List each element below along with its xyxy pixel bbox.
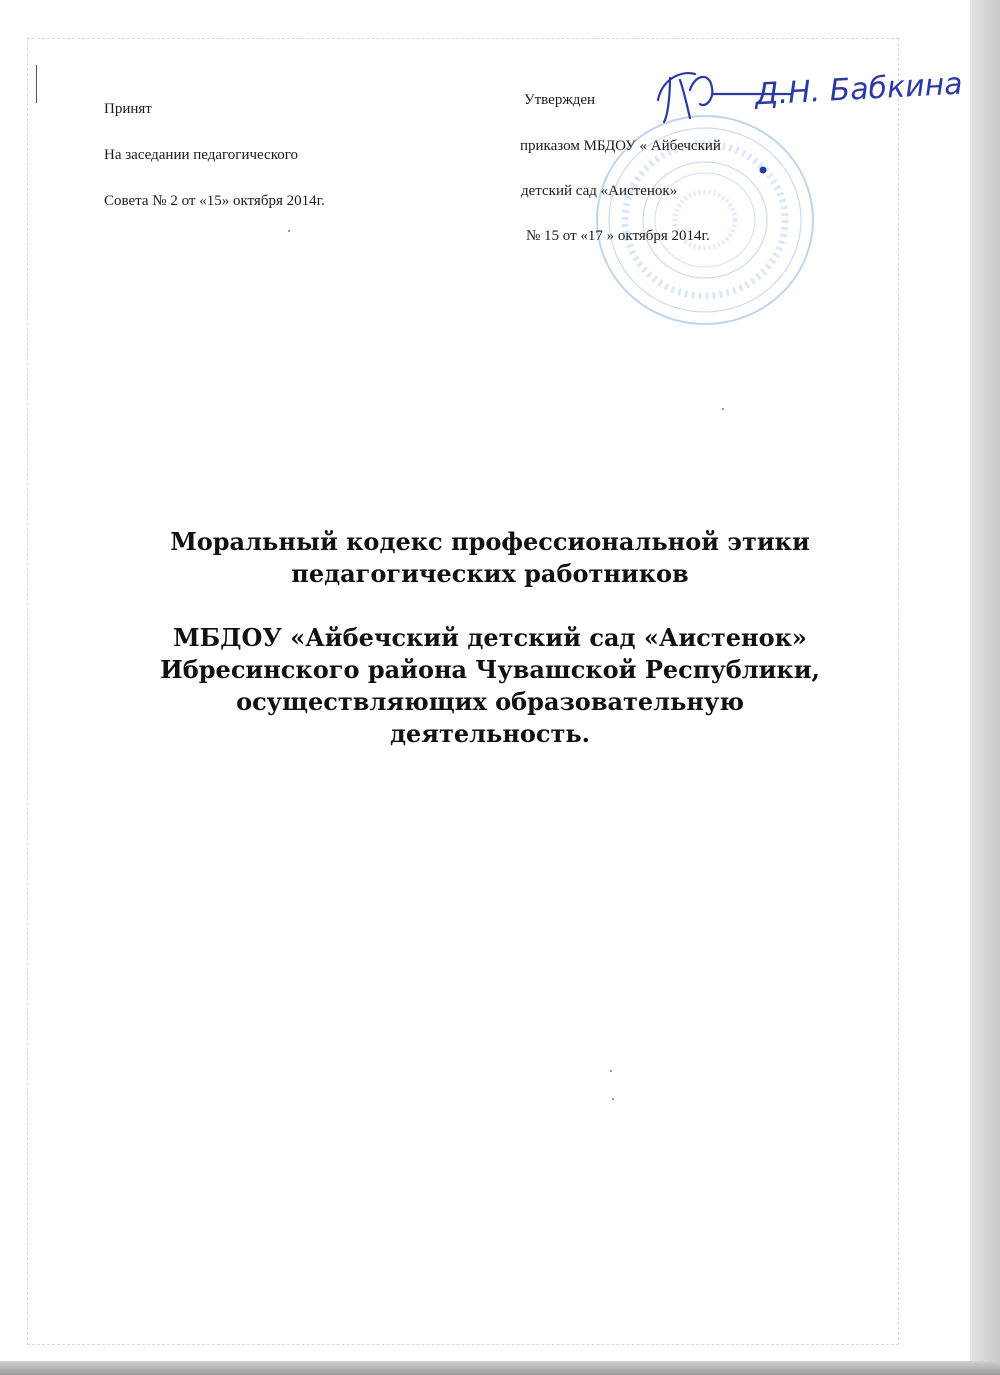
title-line-2: педагогических работников <box>291 559 689 588</box>
document-title <box>120 526 860 590</box>
document-subtitle <box>120 622 860 750</box>
accepted-council-line: На заседании педагогического <box>104 147 299 163</box>
scan-speck <box>288 230 290 232</box>
accepted-protocol-line: Совета № 2 от «15» октября 2014г. <box>104 193 325 209</box>
approved-order-number-line: № 15 от «17 » октября 2014г. <box>526 228 710 244</box>
scan-speck <box>722 408 724 410</box>
title-line-6: деятельность. <box>389 719 591 748</box>
title-line-4: Ибресинского района Чувашской Республики, <box>160 655 820 684</box>
approved-kindergarten-line: детский сад «Аистенок» <box>521 183 678 199</box>
scan-speck <box>612 1098 614 1100</box>
title-line-1: Моральный кодекс профессиональной этики <box>170 527 810 556</box>
approved-order-line: приказом МБДОУ « Айбечский <box>520 138 721 154</box>
signature-name: Д.Н. Бабкина <box>754 66 964 113</box>
approved-label: Утвержден <box>524 92 596 108</box>
title-line-5: осуществляющих образовательную <box>236 687 744 716</box>
title-line-3: МБДОУ «Айбечский детский сад «Аистенок» <box>173 623 807 652</box>
scan-speck <box>610 1070 612 1072</box>
accepted-label: Принят <box>104 101 152 117</box>
scan-edge-right <box>970 0 1000 1375</box>
scan-edge-bottom <box>0 1361 1000 1375</box>
margin-mark <box>36 65 37 103</box>
